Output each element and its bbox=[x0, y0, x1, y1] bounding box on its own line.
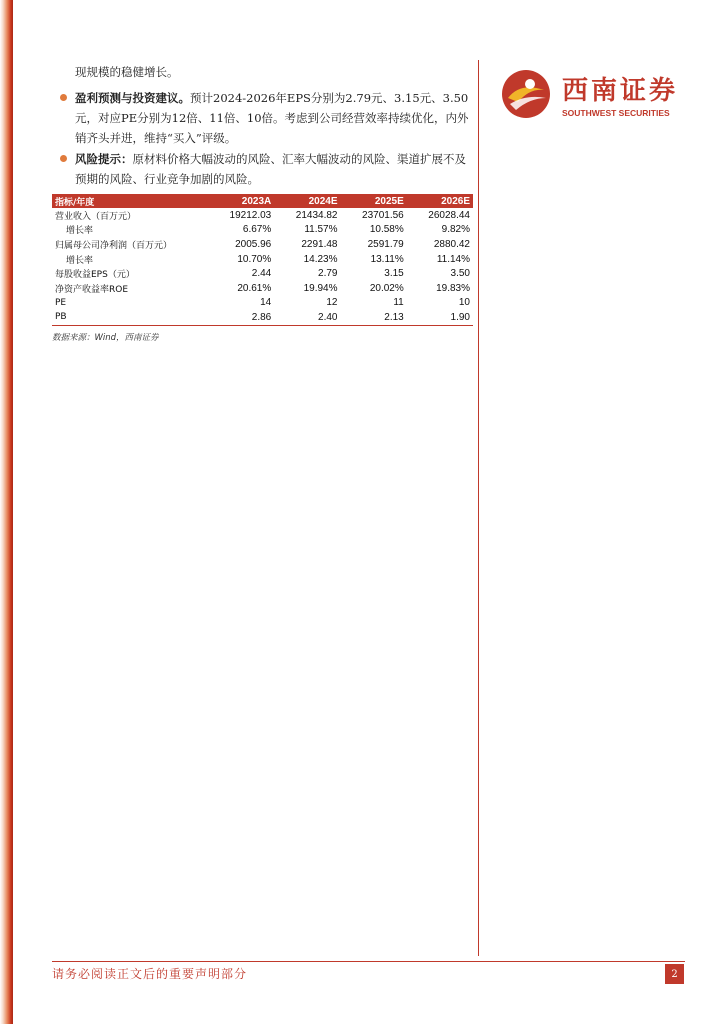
continuation-text: 现规模的稳健增长。 bbox=[75, 65, 179, 79]
table-cell: 20.61% bbox=[237, 282, 272, 294]
table-row bbox=[52, 208, 473, 223]
bullet-icon bbox=[60, 94, 67, 101]
financial-forecast-table bbox=[52, 194, 473, 326]
left-decorative-bar bbox=[0, 0, 13, 1024]
table-cell: 11.57% bbox=[304, 224, 338, 236]
table-cell: 6.67% bbox=[242, 224, 272, 236]
page-number: 2 bbox=[665, 964, 684, 984]
table-cell: 11 bbox=[393, 297, 404, 309]
table-cell: 2880.42 bbox=[433, 238, 470, 250]
table-cell: 2.13 bbox=[341, 310, 407, 325]
table-cell: 19.94% bbox=[303, 282, 338, 294]
logo-english-text: SOUTHWEST SECURITIES bbox=[562, 108, 670, 118]
table-header-row bbox=[52, 194, 473, 208]
table-cell: 26028.44 bbox=[428, 209, 470, 221]
table-row bbox=[52, 237, 473, 252]
row-label: 净资产收益率ROE bbox=[55, 284, 129, 295]
bullet-title: 风险提示： bbox=[75, 152, 133, 166]
table-cell: 10 bbox=[458, 297, 470, 309]
table-cell: 13.11% bbox=[370, 253, 404, 265]
table-cell: 19212.03 bbox=[229, 209, 272, 221]
table-header-cell: 2026E bbox=[407, 194, 473, 208]
table-cell: 14 bbox=[260, 297, 272, 309]
table-cell: 23701.56 bbox=[362, 209, 404, 221]
table-cell: 3.15 bbox=[384, 268, 404, 280]
table-cell: 12 bbox=[326, 297, 338, 309]
table-header-cell: 2025E bbox=[341, 194, 407, 208]
table-cell: 10.70% bbox=[237, 253, 272, 265]
table-row bbox=[52, 296, 473, 311]
table-row bbox=[52, 281, 473, 296]
row-label: PE bbox=[55, 297, 67, 308]
row-label: 营业收入（百万元） bbox=[55, 211, 137, 222]
table-cell: 2005.96 bbox=[235, 238, 272, 250]
table-cell: 2.86 bbox=[208, 310, 274, 325]
table-row bbox=[52, 252, 473, 267]
table-cell: 14.23% bbox=[303, 253, 338, 265]
table-cell: 2.40 bbox=[274, 310, 340, 325]
table-header-cell: 指标/年度 bbox=[52, 194, 208, 208]
footer-divider bbox=[52, 961, 685, 962]
table-header-cell: 2024E bbox=[274, 194, 340, 208]
row-label: 归属母公司净利润（百万元） bbox=[55, 240, 173, 251]
table-header-cell: 2023A bbox=[208, 194, 274, 208]
bullet-text: 预计2024-2026年EPS分别为2.79元、3.15元、3.50元，对应PE分别为12倍、11倍、10倍。考虑到公司经营效率持续优化，内外销齐头并进，维持“买入”评级。 bbox=[75, 91, 469, 145]
column-divider bbox=[478, 60, 479, 956]
table-source-note: 数据来源：Wind，西南证券 bbox=[52, 333, 159, 343]
table-cell: 2591.79 bbox=[367, 238, 404, 250]
table-cell: 1.90 bbox=[407, 310, 473, 325]
table-cell: 2.79 bbox=[318, 268, 338, 280]
logo-chinese-text: 西南证券 bbox=[562, 76, 679, 106]
table-cell: 2291.48 bbox=[301, 238, 338, 250]
table-cell: 3.50 bbox=[450, 268, 470, 280]
table-cell: 2.44 bbox=[251, 268, 272, 280]
footer-disclaimer: 请务必阅读正文后的重要声明部分 bbox=[52, 967, 248, 981]
bullet-icon bbox=[60, 155, 67, 162]
table-cell: 21434.82 bbox=[295, 209, 338, 221]
bullet-text: 原材料价格大幅波动的风险、汇率大幅波动的风险、渠道扩展不及预期的风险、行业竞争加剧的风险。 bbox=[75, 152, 466, 186]
bullet-title: 盈利预测与投资建议。 bbox=[75, 91, 190, 105]
company-logo bbox=[500, 68, 685, 120]
table-cell: 20.02% bbox=[369, 282, 404, 294]
table-cell: 10.58% bbox=[369, 224, 404, 236]
table-cell: 19.83% bbox=[436, 282, 470, 294]
logo-emblem-icon bbox=[500, 68, 552, 120]
table-row bbox=[52, 266, 473, 281]
table-row bbox=[52, 310, 473, 325]
table-cell: 9.82% bbox=[441, 224, 470, 236]
row-label: PB bbox=[52, 310, 208, 325]
row-label: 增长率 bbox=[66, 255, 94, 266]
row-label: 增长率 bbox=[66, 226, 94, 237]
row-label: 每股收益EPS（元） bbox=[55, 270, 135, 281]
table-row bbox=[52, 223, 473, 238]
table-cell: 11.14% bbox=[436, 253, 470, 265]
